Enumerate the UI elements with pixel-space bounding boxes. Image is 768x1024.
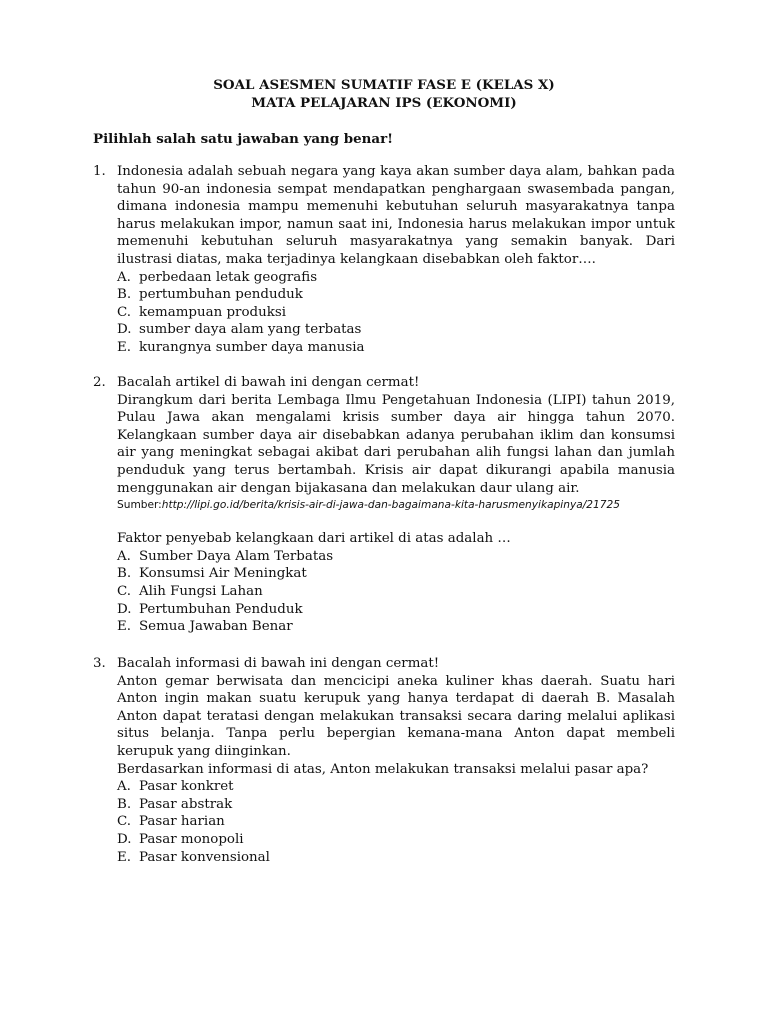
option-letter: A.	[117, 779, 131, 795]
question-3	[93, 655, 675, 866]
source-label: Sumber:	[117, 499, 162, 512]
title-line-2: MATA PELAJARAN IPS (EKONOMI)	[251, 95, 517, 111]
option-letter: B.	[117, 566, 132, 582]
option-text: Alih Fungsi Lahan	[139, 583, 263, 599]
option-text: Pasar abstrak	[139, 796, 233, 812]
option-letter: A.	[117, 548, 131, 564]
option-text: Pasar konvensional	[139, 849, 270, 865]
option-a[interactable]	[117, 269, 675, 287]
option-text: perbedaan letak geografis	[139, 269, 318, 285]
article-text: Dirangkum dari berita Lembaga Ilmu Pengetahuan Indonesia (LIPI) tahun 2019, Pulau Jawa akan mengalami krisis sumber daya air hingga tahun 2070. Kelangkaan sumber daya air disebabkan adanya perubahan iklim dan konsumsi air yang meningkat sebagai akibat dari perubahan alih fungsi lahan dan jumlah penduduk yang terus bertambah. Krisis air dapat dikurangi apabila manusia menggunakan air dengan bijakasana dan melakukan daur ulang air.	[117, 392, 675, 496]
option-text: Semua Jawaban Benar	[139, 619, 293, 635]
option-e[interactable]	[117, 849, 675, 867]
option-c[interactable]	[117, 583, 675, 601]
option-text: Konsumsi Air Meningkat	[139, 566, 307, 582]
option-letter: C.	[117, 583, 132, 599]
option-b[interactable]	[117, 796, 675, 814]
option-a[interactable]	[117, 548, 675, 566]
options-list	[117, 778, 675, 866]
option-letter: D.	[117, 601, 132, 617]
option-letter: E.	[117, 619, 132, 635]
option-d[interactable]	[117, 831, 675, 849]
option-letter: B.	[117, 287, 132, 303]
title-line-1: SOAL ASESMEN SUMATIF FASE E (KELAS X)	[213, 77, 555, 93]
question-intro: Bacalah artikel di bawah ini dengan cermat!	[117, 375, 420, 390]
question-text: Berdasarkan informasi di atas, Anton melakukan transaksi melalui pasar apa?	[117, 761, 649, 777]
option-letter: D.	[117, 831, 132, 847]
question-number: 1.	[93, 164, 106, 179]
option-letter: C.	[117, 814, 132, 830]
option-letter: B.	[117, 796, 132, 812]
question-text: Faktor penyebab kelangkaan dari artikel di atas adalah …	[117, 531, 511, 547]
option-b[interactable]	[117, 286, 675, 304]
option-d[interactable]	[117, 601, 675, 619]
option-text: kurangnya sumber daya manusia	[139, 339, 365, 355]
question-number: 2.	[93, 375, 106, 390]
option-text: Pasar harian	[139, 814, 225, 830]
option-c[interactable]	[117, 304, 675, 322]
option-text: Pasar konkret	[139, 779, 234, 795]
option-e[interactable]	[117, 618, 675, 636]
option-c[interactable]	[117, 813, 675, 831]
option-text: Pertumbuhan Penduduk	[139, 601, 303, 617]
option-letter: E.	[117, 849, 132, 865]
source-url[interactable]: http://lipi.go.id/berita/krisis-air-di-jawa-dan-bagaimana-kita-harusmenyikapinya/21725	[161, 499, 620, 512]
option-letter: E.	[117, 339, 132, 355]
question-intro: Bacalah informasi di bawah ini dengan cermat!	[117, 656, 440, 671]
option-text: kemampuan produksi	[139, 304, 286, 320]
option-letter: C.	[117, 304, 132, 320]
question-2	[93, 374, 675, 636]
article-text: Anton gemar berwisata dan mencicipi aneka kuliner khas daerah. Suatu hari Anton ingin makan suatu kerupuk yang hanya terdapat di daerah B. Masalah Anton dapat teratasi dengan melakukan transaksi secara daring melalui aplikasi situs belanja. Tanpa perlu bepergian kemana-mana Anton dapat membeli kerupuk yang diinginkan.	[117, 673, 675, 759]
question-text: Indonesia adalah sebuah negara yang kaya akan sumber daya alam, bahkan pada tahun 90-an indonesia sempat mendapatkan penghargaan swasembada pangan, dimana indonesia mampu memenuhi kebutuhan seluruh masyarakatnya tanpa harus melakukan impor, namun saat ini, Indonesia harus melakukan impor untuk memenuhi kebutuhan seluruh masyarakatnya yang semakin banyak. Dari ilustrasi diatas, maka terjadinya kelangkaan disebabkan oleh faktor….	[117, 164, 675, 267]
option-text: Pasar monopoli	[139, 831, 244, 847]
option-a[interactable]	[117, 778, 675, 796]
option-text: pertumbuhan penduduk	[139, 287, 303, 303]
instruction: Pilihlah salah satu jawaban yang benar!	[93, 131, 394, 147]
options-list	[117, 269, 675, 357]
option-letter: D.	[117, 322, 132, 338]
option-b[interactable]	[117, 565, 675, 583]
question-number: 3.	[93, 656, 106, 671]
option-text: sumber daya alam yang terbatas	[139, 322, 362, 338]
document-title	[0, 76, 768, 112]
options-list	[117, 548, 675, 636]
option-letter: A.	[117, 269, 131, 285]
option-e[interactable]	[117, 339, 675, 357]
question-1	[93, 163, 675, 357]
source-citation	[117, 497, 675, 513]
option-d[interactable]	[117, 321, 675, 339]
option-text: Sumber Daya Alam Terbatas	[139, 548, 334, 564]
